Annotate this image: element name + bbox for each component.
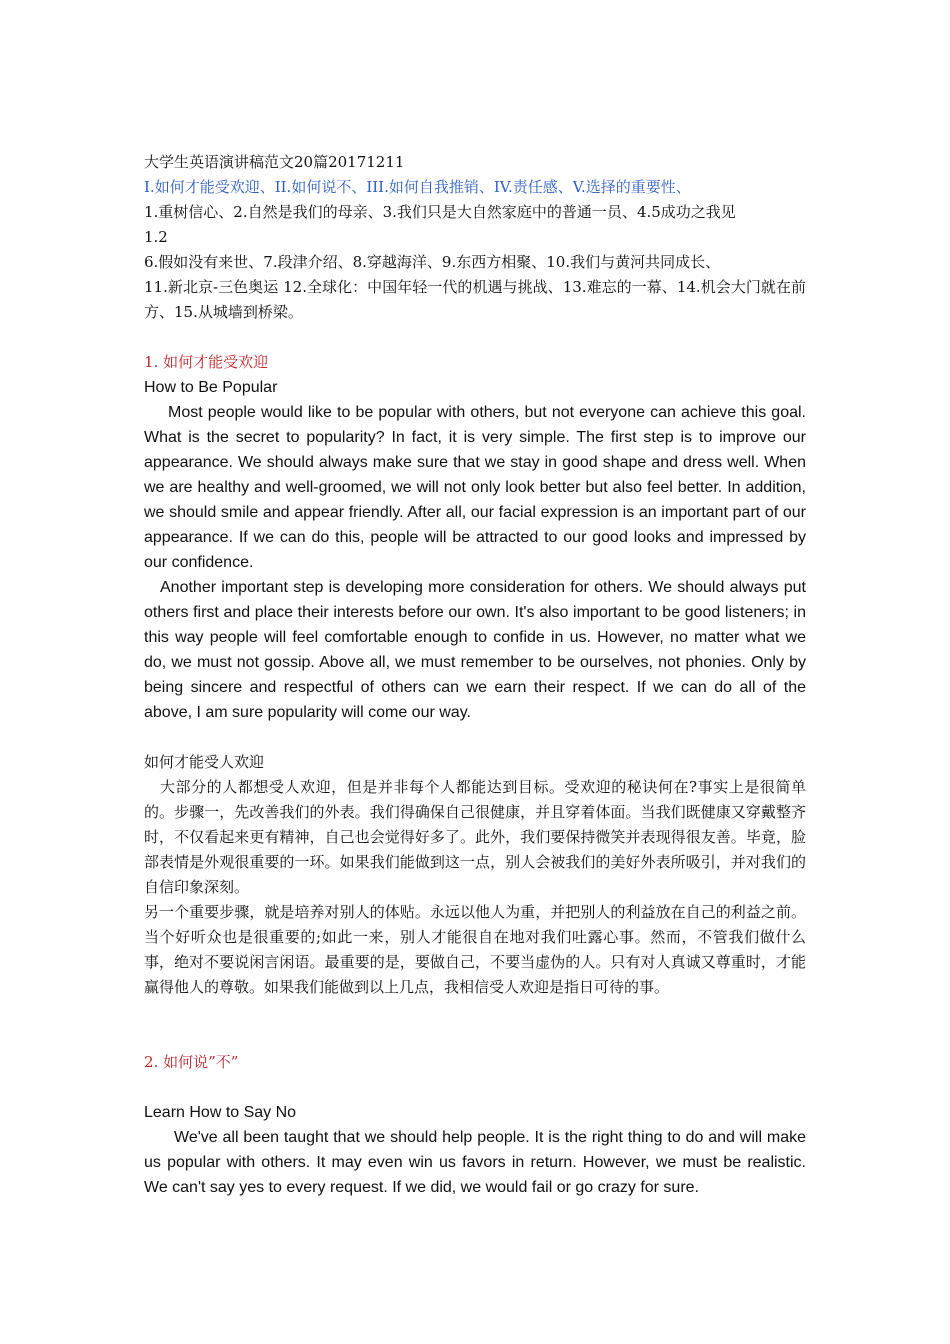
section-1-english-paragraph-1: Most people would like to be popular with others, but not everyone can achieve this goal. What is the secret to popularity? In fact, it is very simple. The first step is to improve our appearance. We should always make sure that we stay in good shape and dress well. When we are healthy and well-groomed, we will not only look better but also feel better. In addition, we should smile and appear friendly. After all, our facial expression is an important part of our appearance. If we can do this, people will be attracted to our good looks and impressed by our confidence. — [144, 404, 806, 571]
section-1-english-title: How to Be Popular — [144, 379, 278, 396]
toc-line-4: 11.新北京-三色奥运 12.全球化：中国年轻一代的机遇与挑战、13.难忘的一幕、14.机会大门就在前方、15.从城墙到桥梁。 — [144, 278, 806, 321]
section-2-heading: 2. 如何说”不” — [144, 1053, 239, 1071]
toc-line-1: 1.重树信心、2.自然是我们的母亲、3.我们只是大自然家庭中的普通一员、4.5成功之我见 — [144, 203, 736, 221]
spacer — [144, 725, 806, 750]
document-title: 大学生英语演讲稿范文20篇20171211 — [144, 153, 405, 171]
section-1-chinese-paragraph-2: 另一个重要步骤，就是培养对别人的体贴。永远以他人为重，并把别人的利益放在自己的利益之前。当个好听众也是很重要的;如此一来，别人才能很自在地对我们吐露心事。然而，不管我们做什么事，绝对不要说闲言闲语。最重要的是，要做自己，不要当虚伪的人。只有对人真诚又尊重时，才能赢得他人的尊敬。如果我们能做到以上几点，我相信受人欢迎是指日可待的事。 — [144, 903, 806, 996]
toc-line-3: 6.假如没有来世、7.段津介绍、8.穿越海洋、9.东西方相聚、10.我们与黄河共同成长、 — [144, 253, 721, 271]
toc-roman-list: I.如何才能受欢迎、II.如何说不、III.如何自我推销、IV.责任感、V.选择的重要性、 — [144, 178, 691, 196]
section-1-chinese-paragraph-1: 大部分的人都想受人欢迎，但是并非每个人都能达到目标。受欢迎的秘诀何在?事实上是很简单的。步骤一，先改善我们的外表。我们得确保自己很健康，并且穿着体面。当我们既健康又穿戴整齐时，不仅看起来更有精神，自己也会觉得好多了。此外，我们要保持微笑并表现得很友善。毕竟，脸部表情是外观很重要的一环。如果我们能做到这一点，别人会被我们的美好外表所吸引，并对我们的自信印象深刻。 — [144, 778, 806, 896]
section-1-heading: 1. 如何才能受欢迎 — [144, 353, 269, 371]
document-page — [144, 150, 806, 1200]
section-2-english-paragraph-1: We've all been taught that we should help people. It is the right thing to do and will make us popular with others. It may even win us favors in return. However, we must be realistic. We can't say yes to every request. If we did, we would fail or go crazy for sure. — [144, 1129, 806, 1196]
section-1-english-paragraph-2: Another important step is developing more consideration for others. We should always put others first and place their interests before our own. It's also important to be good listeners; in this way people will feel comfortable enough to confide in us. However, no matter what we do, we must not gossip. Above all, we must remember to be ourselves, not phonies. Only by being sincere and respectful of others can we earn their respect. If we can do all of the above, I am sure popularity will come our way. — [144, 579, 806, 721]
section-1-chinese-title: 如何才能受人欢迎 — [144, 753, 265, 771]
spacer — [144, 1000, 806, 1050]
spacer — [144, 1075, 806, 1100]
spacer — [144, 325, 806, 350]
section-2-english-title: Learn How to Say No — [144, 1104, 297, 1121]
toc-line-2: 1.2 — [144, 228, 168, 246]
